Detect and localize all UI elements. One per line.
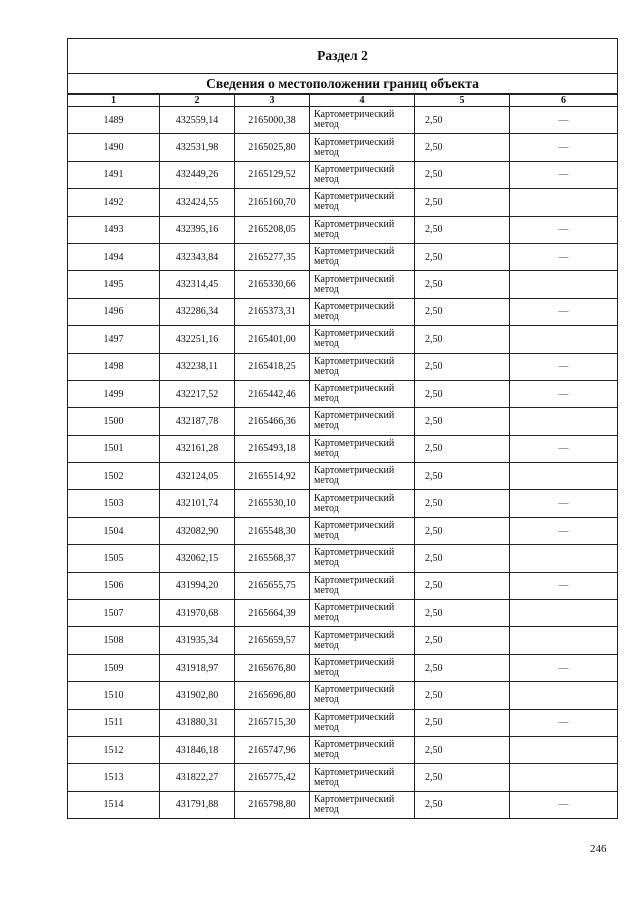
- method-cell: [310, 243, 415, 270]
- method-line-2: метод: [314, 283, 339, 295]
- point-number: 1505: [68, 545, 160, 572]
- page-number: 246: [590, 843, 607, 855]
- description: —: [510, 107, 618, 134]
- coord-y: 2165418,25: [235, 353, 310, 380]
- coord-y: 2165548,30: [235, 517, 310, 544]
- method-line-1: Картометрический: [314, 383, 395, 395]
- precision: 2,50: [415, 380, 510, 407]
- method-line-1: Картометрический: [314, 602, 395, 614]
- column-number-5: 5: [415, 94, 510, 107]
- method-cell: [310, 600, 415, 627]
- coord-y: 2165696,80: [235, 682, 310, 709]
- coord-x: 432314,45: [160, 271, 235, 298]
- description: [510, 271, 618, 298]
- coord-y: 2165715,30: [235, 709, 310, 736]
- precision: 2,50: [415, 791, 510, 818]
- precision: 2,50: [415, 189, 510, 216]
- precision: 2,50: [415, 107, 510, 134]
- method-cell: [310, 189, 415, 216]
- table-row: [68, 298, 618, 325]
- coord-y: 2165373,31: [235, 298, 310, 325]
- precision: 2,50: [415, 600, 510, 627]
- table-row: [68, 435, 618, 462]
- description: [510, 545, 618, 572]
- method-line-1: Картометрический: [314, 163, 395, 175]
- method-line-1: Картометрический: [314, 547, 395, 559]
- method-line-2: метод: [314, 146, 339, 158]
- method-line-2: метод: [314, 776, 339, 788]
- method-line-2: метод: [314, 667, 339, 678]
- description: —: [510, 572, 618, 599]
- method-line-1: Картометрический: [314, 246, 395, 258]
- method-cell: [310, 517, 415, 544]
- method-line-2: метод: [314, 228, 339, 240]
- method-line-1: Картометрический: [314, 437, 395, 449]
- coord-x: 431880,31: [160, 709, 235, 736]
- description: —: [510, 353, 618, 380]
- description: —: [510, 216, 618, 243]
- description: [510, 682, 618, 709]
- coord-y: 2165659,57: [235, 627, 310, 654]
- method-line-1: Картометрический: [314, 109, 395, 121]
- description: —: [510, 298, 618, 325]
- point-number: 1496: [68, 298, 160, 325]
- method-line-2: метод: [314, 803, 339, 815]
- table-row: [68, 353, 618, 380]
- method-cell: [310, 791, 415, 818]
- point-number: 1504: [68, 517, 160, 544]
- method-line-2: метод: [314, 749, 339, 761]
- method-line-2: метод: [314, 420, 339, 432]
- precision: 2,50: [415, 435, 510, 462]
- table-row: [68, 189, 618, 216]
- column-number-3: 3: [235, 94, 310, 107]
- method-line-1: Картометрический: [314, 355, 395, 367]
- method-line-1: Картометрический: [314, 218, 395, 230]
- point-number: 1491: [68, 161, 160, 188]
- precision: 2,50: [415, 353, 510, 380]
- coord-x: 431994,20: [160, 572, 235, 599]
- table-row: [68, 134, 618, 161]
- coord-x: 431918,97: [160, 654, 235, 681]
- method-line-2: метод: [314, 502, 339, 514]
- precision: 2,50: [415, 298, 510, 325]
- coord-x: 432217,52: [160, 380, 235, 407]
- method-cell: [310, 736, 415, 763]
- table-row: [68, 490, 618, 517]
- coord-x: 432559,14: [160, 107, 235, 134]
- description: —: [510, 435, 618, 462]
- point-number: 1500: [68, 408, 160, 435]
- coord-y: 2165775,42: [235, 764, 310, 791]
- description: —: [510, 791, 618, 818]
- method-cell: [310, 408, 415, 435]
- table-row: [68, 326, 618, 353]
- table-row: [68, 107, 618, 134]
- coord-y: 2165025,80: [235, 134, 310, 161]
- coord-y: 2165330,66: [235, 271, 310, 298]
- method-cell: [310, 682, 415, 709]
- method-line-2: метод: [314, 612, 339, 624]
- method-line-1: Картометрический: [314, 657, 395, 668]
- method-line-1: Картометрический: [314, 793, 395, 805]
- method-line-1: Картометрический: [314, 300, 395, 312]
- table-row: [68, 161, 618, 188]
- coord-y: 2165466,36: [235, 408, 310, 435]
- coord-x: 432187,78: [160, 408, 235, 435]
- precision: 2,50: [415, 736, 510, 763]
- method-line-2: метод: [314, 201, 339, 213]
- method-cell: [310, 572, 415, 599]
- coord-y: 2165676,80: [235, 654, 310, 681]
- coord-y: 2165655,75: [235, 572, 310, 599]
- point-number: 1510: [68, 682, 160, 709]
- coord-y: 2165747,96: [235, 736, 310, 763]
- description: —: [510, 161, 618, 188]
- method-cell: [310, 435, 415, 462]
- point-number: 1502: [68, 463, 160, 490]
- column-number-6: 6: [510, 94, 618, 107]
- description: [510, 463, 618, 490]
- column-number-4: 4: [310, 94, 415, 107]
- method-line-2: метод: [314, 256, 339, 268]
- method-cell: [310, 353, 415, 380]
- coord-x: 432238,11: [160, 353, 235, 380]
- point-number: 1497: [68, 326, 160, 353]
- coord-x: 431902,80: [160, 682, 235, 709]
- table-row: [68, 380, 618, 407]
- precision: 2,50: [415, 572, 510, 599]
- table-row: [68, 463, 618, 490]
- table-row: [68, 654, 618, 681]
- method-cell: [310, 107, 415, 134]
- coord-x: 431822,27: [160, 764, 235, 791]
- coord-y: 2165664,39: [235, 600, 310, 627]
- point-number: 1508: [68, 627, 160, 654]
- method-line-1: Картометрический: [314, 328, 395, 340]
- description: [510, 600, 618, 627]
- description: [510, 326, 618, 353]
- precision: 2,50: [415, 161, 510, 188]
- method-cell: [310, 654, 415, 681]
- description: —: [510, 490, 618, 517]
- precision: 2,50: [415, 463, 510, 490]
- column-number-1: 1: [68, 94, 160, 107]
- method-cell: [310, 326, 415, 353]
- method-line-1: Картометрический: [314, 684, 395, 696]
- coord-x: 431935,34: [160, 627, 235, 654]
- point-number: 1513: [68, 764, 160, 791]
- method-cell: [310, 627, 415, 654]
- point-number: 1514: [68, 791, 160, 818]
- point-number: 1498: [68, 353, 160, 380]
- point-number: 1509: [68, 654, 160, 681]
- table-row: [68, 271, 618, 298]
- section-title-row: [68, 39, 618, 74]
- method-line-1: Картометрический: [314, 465, 395, 477]
- point-number: 1501: [68, 435, 160, 462]
- precision: 2,50: [415, 271, 510, 298]
- table-row: [68, 216, 618, 243]
- method-line-2: метод: [314, 721, 339, 733]
- method-cell: [310, 134, 415, 161]
- method-line-1: Картометрический: [314, 574, 395, 586]
- coord-y: 2165160,70: [235, 189, 310, 216]
- method-line-2: метод: [314, 119, 339, 131]
- coord-x: 432101,74: [160, 490, 235, 517]
- coord-y: 2165401,00: [235, 326, 310, 353]
- method-line-1: Картометрический: [314, 711, 395, 723]
- table-row: [68, 545, 618, 572]
- table-row: [68, 682, 618, 709]
- coord-x: 432343,84: [160, 243, 235, 270]
- method-line-2: метод: [314, 694, 339, 706]
- section-title: Раздел 2: [68, 39, 618, 74]
- coord-x: 432449,26: [160, 161, 235, 188]
- column-number-row: [68, 94, 618, 107]
- method-line-1: Картометрический: [314, 492, 395, 504]
- coord-x: 431846,18: [160, 736, 235, 763]
- precision: 2,50: [415, 654, 510, 681]
- method-line-1: Картометрический: [314, 191, 395, 203]
- description: [510, 764, 618, 791]
- method-line-1: Картометрический: [314, 766, 395, 778]
- method-cell: [310, 380, 415, 407]
- coord-x: 432424,55: [160, 189, 235, 216]
- table-row: [68, 764, 618, 791]
- coord-y: 2165530,10: [235, 490, 310, 517]
- precision: 2,50: [415, 243, 510, 270]
- table-row: [68, 408, 618, 435]
- precision: 2,50: [415, 490, 510, 517]
- description: —: [510, 134, 618, 161]
- point-number: 1512: [68, 736, 160, 763]
- description: —: [510, 709, 618, 736]
- method-cell: [310, 216, 415, 243]
- table-row: [68, 627, 618, 654]
- method-line-1: Картометрический: [314, 739, 395, 751]
- description: [510, 627, 618, 654]
- point-number: 1493: [68, 216, 160, 243]
- coord-x: 432062,15: [160, 545, 235, 572]
- coord-y: 2165208,05: [235, 216, 310, 243]
- method-line-2: метод: [314, 475, 339, 487]
- coord-y: 2165000,38: [235, 107, 310, 134]
- method-line-1: Картометрический: [314, 629, 395, 641]
- method-cell: [310, 463, 415, 490]
- point-number: 1495: [68, 271, 160, 298]
- coord-y: 2165442,46: [235, 380, 310, 407]
- coord-y: 2165514,92: [235, 463, 310, 490]
- coord-x: 431970,68: [160, 600, 235, 627]
- coord-y: 2165798,80: [235, 791, 310, 818]
- coord-x: 432161,28: [160, 435, 235, 462]
- method-line-2: метод: [314, 639, 339, 651]
- table-row: [68, 243, 618, 270]
- column-number-2: 2: [160, 94, 235, 107]
- point-number: 1489: [68, 107, 160, 134]
- method-cell: [310, 298, 415, 325]
- point-number: 1492: [68, 189, 160, 216]
- point-number: 1490: [68, 134, 160, 161]
- method-line-2: метод: [314, 338, 339, 350]
- coord-y: 2165277,35: [235, 243, 310, 270]
- method-cell: [310, 764, 415, 791]
- method-line-2: метод: [314, 530, 339, 542]
- coord-y: 2165129,52: [235, 161, 310, 188]
- method-line-2: метод: [314, 393, 339, 405]
- table-row: [68, 572, 618, 599]
- point-number: 1494: [68, 243, 160, 270]
- point-number: 1503: [68, 490, 160, 517]
- method-line-2: метод: [314, 557, 339, 569]
- precision: 2,50: [415, 326, 510, 353]
- coord-x: 432124,05: [160, 463, 235, 490]
- precision: 2,50: [415, 764, 510, 791]
- method-line-1: Картометрический: [314, 136, 395, 148]
- point-number: 1506: [68, 572, 160, 599]
- method-line-1: Картометрический: [314, 520, 395, 532]
- coord-x: 432082,90: [160, 517, 235, 544]
- table-subtitle: Сведения о местоположении границ объекта: [68, 74, 618, 95]
- boundary-table: [67, 38, 618, 819]
- coord-y: 2165568,37: [235, 545, 310, 572]
- method-cell: [310, 271, 415, 298]
- description: [510, 736, 618, 763]
- table-row: [68, 517, 618, 544]
- precision: 2,50: [415, 517, 510, 544]
- subtitle-row: [68, 74, 618, 95]
- method-line-2: метод: [314, 310, 339, 322]
- method-cell: [310, 545, 415, 572]
- coord-x: 431791,88: [160, 791, 235, 818]
- table-row: [68, 791, 618, 818]
- precision: 2,50: [415, 627, 510, 654]
- coord-y: 2165493,18: [235, 435, 310, 462]
- coord-x: 432286,34: [160, 298, 235, 325]
- description: —: [510, 517, 618, 544]
- precision: 2,50: [415, 709, 510, 736]
- precision: 2,50: [415, 134, 510, 161]
- point-number: 1499: [68, 380, 160, 407]
- precision: 2,50: [415, 682, 510, 709]
- description: —: [510, 243, 618, 270]
- method-line-1: Картометрический: [314, 410, 395, 422]
- precision: 2,50: [415, 408, 510, 435]
- method-line-1: Картометрический: [314, 273, 395, 285]
- method-line-2: метод: [314, 447, 339, 459]
- table-row: [68, 709, 618, 736]
- method-line-2: метод: [314, 173, 339, 185]
- method-line-2: метод: [314, 365, 339, 377]
- precision: 2,50: [415, 216, 510, 243]
- method-cell: [310, 161, 415, 188]
- coord-x: 432251,16: [160, 326, 235, 353]
- point-number: 1511: [68, 709, 160, 736]
- precision: 2,50: [415, 545, 510, 572]
- table-row: [68, 600, 618, 627]
- method-cell: [310, 709, 415, 736]
- method-cell: [310, 490, 415, 517]
- table-row: [68, 736, 618, 763]
- description: [510, 189, 618, 216]
- method-line-2: метод: [314, 584, 339, 596]
- point-number: 1507: [68, 600, 160, 627]
- description: [510, 408, 618, 435]
- coord-x: 432531,98: [160, 134, 235, 161]
- coord-x: 432395,16: [160, 216, 235, 243]
- description: —: [510, 654, 618, 681]
- description: —: [510, 380, 618, 407]
